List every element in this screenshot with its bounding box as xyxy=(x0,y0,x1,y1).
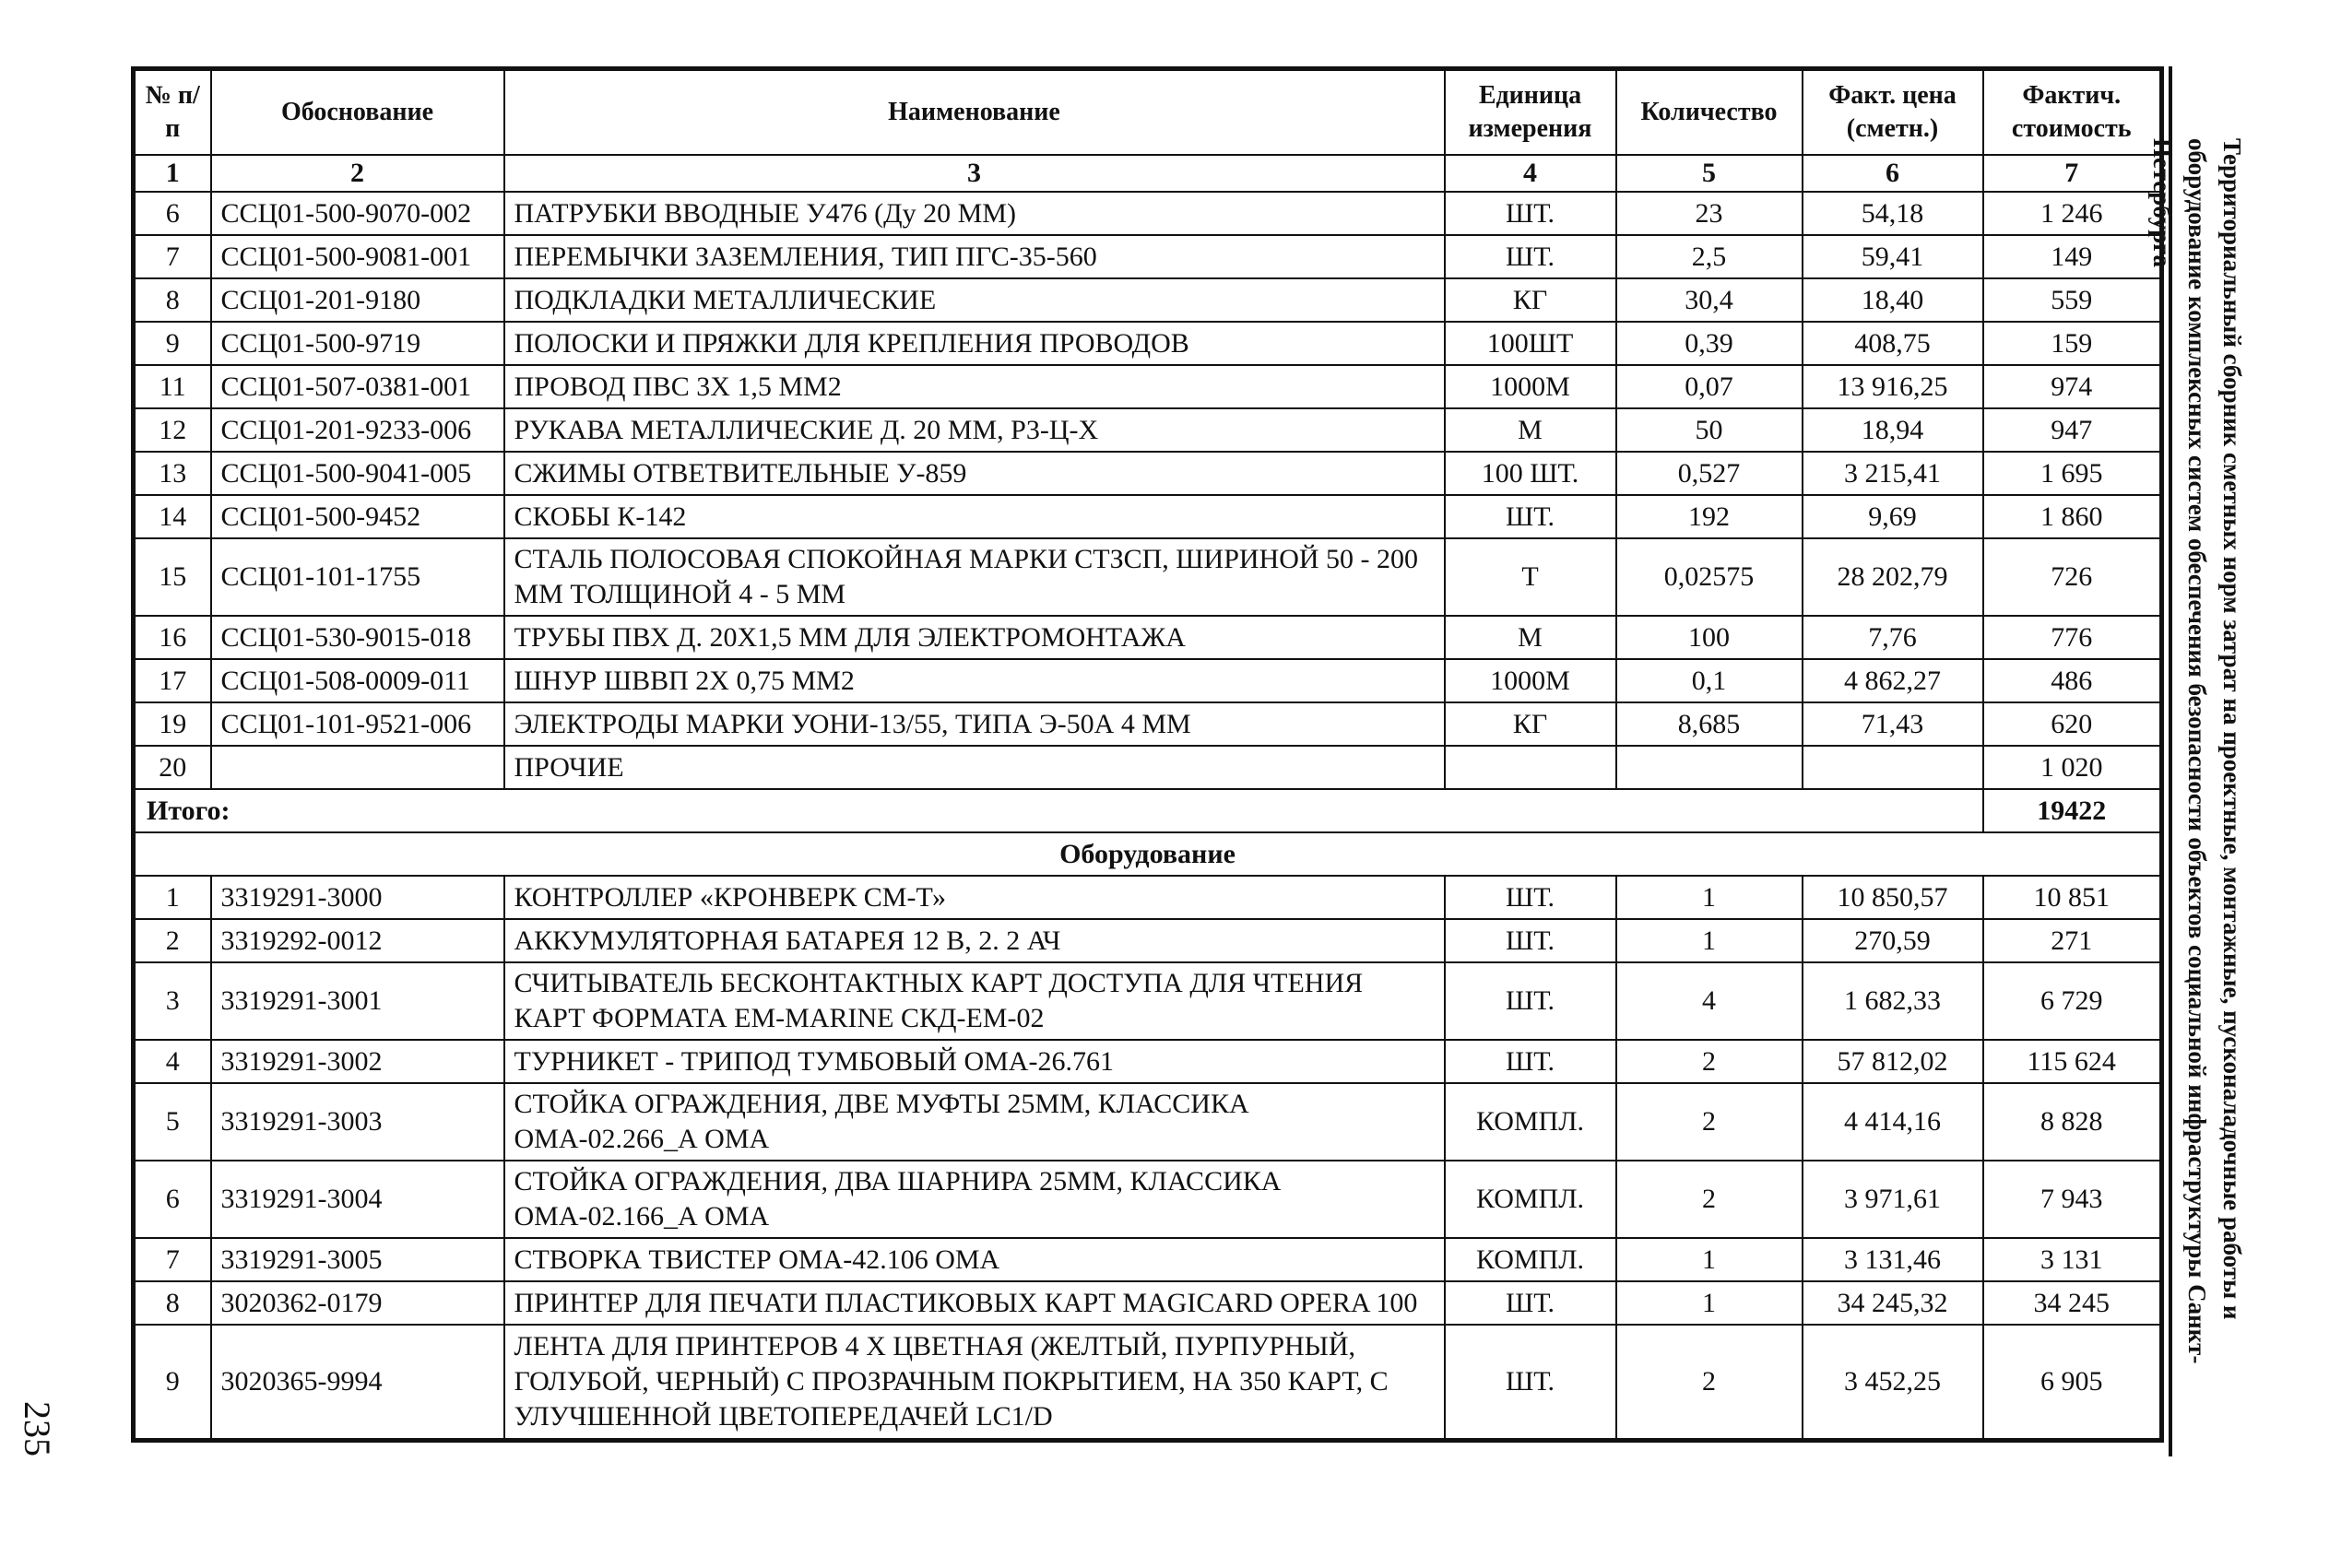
name-cell: ТУРНИКЕТ - ТРИПОД ТУМБОВЫЙ ОМА-26.761 xyxy=(504,1040,1445,1083)
name-cell: ТРУБЫ ПВХ Д. 20Х1,5 ММ ДЛЯ ЭЛЕКТРОМОНТАЖА xyxy=(504,616,1445,659)
header-name: Наименование xyxy=(504,69,1445,156)
basis-cell: ССЦ01-500-9070-002 xyxy=(211,192,504,235)
unit-cell xyxy=(1445,746,1616,789)
quantity-cell: 1 xyxy=(1616,1238,1803,1281)
table-row xyxy=(134,278,2162,322)
cost-cell: 620 xyxy=(1983,702,2162,746)
price-cell: 3 215,41 xyxy=(1803,452,1983,495)
quantity-cell: 1 xyxy=(1616,1281,1803,1325)
quantity-cell: 1 xyxy=(1616,919,1803,962)
cost-cell: 776 xyxy=(1983,616,2162,659)
cost-cell: 1 860 xyxy=(1983,495,2162,538)
column-number: 2 xyxy=(211,155,504,192)
basis-cell: 3319292-0012 xyxy=(211,919,504,962)
unit-cell: ШТ. xyxy=(1445,1325,1616,1441)
row-number-cell: 7 xyxy=(134,235,211,278)
unit-cell: КГ xyxy=(1445,702,1616,746)
name-cell: СЖИМЫ ОТВЕТВИТЕЛЬНЫЕ У-859 xyxy=(504,452,1445,495)
basis-cell: 3319291-3001 xyxy=(211,962,504,1040)
price-cell: 18,40 xyxy=(1803,278,1983,322)
price-cell: 34 245,32 xyxy=(1803,1281,1983,1325)
cost-cell: 159 xyxy=(1983,322,2162,365)
cost-cell: 486 xyxy=(1983,659,2162,702)
table-row xyxy=(134,616,2162,659)
table-row xyxy=(134,538,2162,616)
column-number-row xyxy=(134,155,2162,192)
row-number-cell: 3 xyxy=(134,962,211,1040)
quantity-cell: 0,07 xyxy=(1616,365,1803,408)
name-cell: ШНУР ШВВП 2X 0,75 ММ2 xyxy=(504,659,1445,702)
table-row xyxy=(134,192,2162,235)
row-number-cell: 6 xyxy=(134,192,211,235)
column-number: 1 xyxy=(134,155,211,192)
quantity-cell: 0,02575 xyxy=(1616,538,1803,616)
column-number: 5 xyxy=(1616,155,1803,192)
price-cell: 270,59 xyxy=(1803,919,1983,962)
price-cell: 54,18 xyxy=(1803,192,1983,235)
materials-section xyxy=(134,192,2162,789)
row-number-cell: 19 xyxy=(134,702,211,746)
cost-cell: 7 943 xyxy=(1983,1161,2162,1238)
price-cell: 3 131,46 xyxy=(1803,1238,1983,1281)
cost-cell: 10 851 xyxy=(1983,876,2162,919)
quantity-cell: 0,39 xyxy=(1616,322,1803,365)
quantity-cell: 2,5 xyxy=(1616,235,1803,278)
unit-cell: 1000М xyxy=(1445,365,1616,408)
cost-cell: 115 624 xyxy=(1983,1040,2162,1083)
unit-cell: М xyxy=(1445,408,1616,452)
price-cell xyxy=(1803,746,1983,789)
table-row xyxy=(134,1325,2162,1441)
name-cell: ЛЕНТА ДЛЯ ПРИНТЕРОВ 4 Х ЦВЕТНАЯ (ЖЕЛТЫЙ, ПУРПУРНЫЙ, ГОЛУБОЙ, ЧЕРНЫЙ) С ПРОЗРАЧНЫМ ПОКРЫТИЕМ, НА 350 КАРТ, С УЛУЧШЕННОЙ ЦВЕТОПЕРЕДАЧЕЙ LC1/D xyxy=(504,1325,1445,1441)
quantity-cell: 23 xyxy=(1616,192,1803,235)
name-cell: СТОЙКА ОГРАЖДЕНИЯ, ДВЕ МУФТЫ 25ММ, КЛАССИКА ОМА-02.266_А ОМА xyxy=(504,1083,1445,1161)
row-number-cell: 11 xyxy=(134,365,211,408)
cost-cell: 6 729 xyxy=(1983,962,2162,1040)
estimate-table-wrapper xyxy=(131,66,2159,1443)
unit-cell: КОМПЛ. xyxy=(1445,1161,1616,1238)
header-price: Факт. цена (сметн.) xyxy=(1803,69,1983,156)
estimate-table xyxy=(131,66,2164,1443)
basis-cell: ССЦ01-530-9015-018 xyxy=(211,616,504,659)
quantity-cell: 4 xyxy=(1616,962,1803,1040)
price-cell: 1 682,33 xyxy=(1803,962,1983,1040)
cost-cell: 1 246 xyxy=(1983,192,2162,235)
equipment-section xyxy=(134,876,2162,1441)
name-cell: ПРОЧИЕ xyxy=(504,746,1445,789)
basis-cell: 3319291-3004 xyxy=(211,1161,504,1238)
row-number-cell: 20 xyxy=(134,746,211,789)
quantity-cell: 2 xyxy=(1616,1161,1803,1238)
table-row xyxy=(134,919,2162,962)
quantity-cell: 8,685 xyxy=(1616,702,1803,746)
price-cell: 408,75 xyxy=(1803,322,1983,365)
basis-cell: ССЦ01-500-9452 xyxy=(211,495,504,538)
cost-cell: 34 245 xyxy=(1983,1281,2162,1325)
cost-cell: 1 695 xyxy=(1983,452,2162,495)
row-number-cell: 1 xyxy=(134,876,211,919)
quantity-cell: 1 xyxy=(1616,876,1803,919)
total-section xyxy=(134,789,2162,876)
table-row xyxy=(134,659,2162,702)
price-cell: 18,94 xyxy=(1803,408,1983,452)
price-cell: 10 850,57 xyxy=(1803,876,1983,919)
side-divider xyxy=(2169,66,2172,1456)
column-number: 4 xyxy=(1445,155,1616,192)
table-row xyxy=(134,876,2162,919)
unit-cell: Т xyxy=(1445,538,1616,616)
table-row xyxy=(134,365,2162,408)
price-cell: 7,76 xyxy=(1803,616,1983,659)
unit-cell: КГ xyxy=(1445,278,1616,322)
name-cell: СТОЙКА ОГРАЖДЕНИЯ, ДВА ШАРНИРА 25ММ, КЛАССИКА ОМА-02.166_А ОМА xyxy=(504,1161,1445,1238)
quantity-cell: 2 xyxy=(1616,1325,1803,1441)
name-cell: ПАТРУБКИ ВВОДНЫЕ У476 (Ду 20 ММ) xyxy=(504,192,1445,235)
price-cell: 28 202,79 xyxy=(1803,538,1983,616)
row-number-cell: 12 xyxy=(134,408,211,452)
equipment-title-row xyxy=(134,832,2162,876)
table-header xyxy=(134,69,2162,193)
quantity-cell: 0,527 xyxy=(1616,452,1803,495)
quantity-cell xyxy=(1616,746,1803,789)
basis-cell: 3319291-3005 xyxy=(211,1238,504,1281)
basis-cell: ССЦ01-508-0009-011 xyxy=(211,659,504,702)
header-num: № п/п xyxy=(134,69,211,156)
basis-cell: ССЦ01-201-9180 xyxy=(211,278,504,322)
name-cell: ЭЛЕКТРОДЫ МАРКИ УОНИ-13/55, ТИПА Э-50А 4 ММ xyxy=(504,702,1445,746)
name-cell: АККУМУЛЯТОРНАЯ БАТАРЕЯ 12 В, 2. 2 АЧ xyxy=(504,919,1445,962)
basis-cell: ССЦ01-507-0381-001 xyxy=(211,365,504,408)
unit-cell: ШТ. xyxy=(1445,962,1616,1040)
side-caption: Территориальный сборник сметных норм затрат на проектные, монтажные, пусконаладочные работы и оборудование комплексных систем обеспечения безопасности объектов социальной инфраструктуры Санкт-Петербурга xyxy=(2148,138,2246,1364)
basis-cell: 3020365-9994 xyxy=(211,1325,504,1441)
unit-cell: КОМПЛ. xyxy=(1445,1083,1616,1161)
row-number-cell: 6 xyxy=(134,1161,211,1238)
table-row xyxy=(134,962,2162,1040)
total-value: 19422 xyxy=(1983,789,2162,832)
total-row xyxy=(134,789,2162,832)
header-basis: Обоснование xyxy=(211,69,504,156)
quantity-cell: 2 xyxy=(1616,1040,1803,1083)
row-number-cell: 17 xyxy=(134,659,211,702)
row-number-cell: 9 xyxy=(134,322,211,365)
row-number-cell: 13 xyxy=(134,452,211,495)
unit-cell: ШТ. xyxy=(1445,876,1616,919)
unit-cell: М xyxy=(1445,616,1616,659)
unit-cell: 1000М xyxy=(1445,659,1616,702)
total-label: Итого: xyxy=(134,789,1983,832)
basis-cell: 3319291-3002 xyxy=(211,1040,504,1083)
cost-cell: 6 905 xyxy=(1983,1325,2162,1441)
price-cell: 59,41 xyxy=(1803,235,1983,278)
row-number-cell: 16 xyxy=(134,616,211,659)
cost-cell: 1 020 xyxy=(1983,746,2162,789)
basis-cell: ССЦ01-101-9521-006 xyxy=(211,702,504,746)
row-number-cell: 15 xyxy=(134,538,211,616)
table-row xyxy=(134,322,2162,365)
quantity-cell: 100 xyxy=(1616,616,1803,659)
cost-cell: 726 xyxy=(1983,538,2162,616)
name-cell: СЧИТЫВАТЕЛЬ БЕСКОНТАКТНЫХ КАРТ ДОСТУПА ДЛЯ ЧТЕНИЯ КАРТ ФОРМАТА EM-MARINE СКД-ЕМ-02 xyxy=(504,962,1445,1040)
basis-cell: 3319291-3000 xyxy=(211,876,504,919)
quantity-cell: 192 xyxy=(1616,495,1803,538)
unit-cell: КОМПЛ. xyxy=(1445,1238,1616,1281)
quantity-cell: 30,4 xyxy=(1616,278,1803,322)
name-cell: ПРИНТЕР ДЛЯ ПЕЧАТИ ПЛАСТИКОВЫХ КАРТ MAGICARD OPERA 100 xyxy=(504,1281,1445,1325)
cost-cell: 271 xyxy=(1983,919,2162,962)
name-cell: СКОБЫ К-142 xyxy=(504,495,1445,538)
name-cell: СТАЛЬ ПОЛОСОВАЯ СПОКОЙНАЯ МАРКИ СТЗСП, ШИРИНОЙ 50 - 200 ММ ТОЛЩИНОЙ 4 - 5 ММ xyxy=(504,538,1445,616)
price-cell: 3 452,25 xyxy=(1803,1325,1983,1441)
row-number-cell: 7 xyxy=(134,1238,211,1281)
basis-cell: 3020362-0179 xyxy=(211,1281,504,1325)
cost-cell: 559 xyxy=(1983,278,2162,322)
table-row xyxy=(134,1281,2162,1325)
row-number-cell: 8 xyxy=(134,1281,211,1325)
row-number-cell: 14 xyxy=(134,495,211,538)
cost-cell: 149 xyxy=(1983,235,2162,278)
column-number: 6 xyxy=(1803,155,1983,192)
row-number-cell: 8 xyxy=(134,278,211,322)
unit-cell: ШТ. xyxy=(1445,495,1616,538)
quantity-cell: 50 xyxy=(1616,408,1803,452)
table-row xyxy=(134,1238,2162,1281)
table-row xyxy=(134,1040,2162,1083)
unit-cell: ШТ. xyxy=(1445,1281,1616,1325)
column-number: 3 xyxy=(504,155,1445,192)
name-cell: ПЕРЕМЫЧКИ ЗАЗЕМЛЕНИЯ, ТИП ПГС-35-560 xyxy=(504,235,1445,278)
table-row xyxy=(134,702,2162,746)
unit-cell: ШТ. xyxy=(1445,919,1616,962)
price-cell: 9,69 xyxy=(1803,495,1983,538)
basis-cell: ССЦ01-201-9233-006 xyxy=(211,408,504,452)
unit-cell: ШТ. xyxy=(1445,192,1616,235)
equipment-section-title: Оборудование xyxy=(134,832,2162,876)
name-cell: СТВОРКА ТВИСТЕР ОМА-42.106 ОМА xyxy=(504,1238,1445,1281)
table-row xyxy=(134,452,2162,495)
column-number: 7 xyxy=(1983,155,2162,192)
basis-cell: 3319291-3003 xyxy=(211,1083,504,1161)
price-cell: 4 414,16 xyxy=(1803,1083,1983,1161)
cost-cell: 3 131 xyxy=(1983,1238,2162,1281)
unit-cell: 100ШТ xyxy=(1445,322,1616,365)
name-cell: ПОДКЛАДКИ МЕТАЛЛИЧЕСКИЕ xyxy=(504,278,1445,322)
table-row xyxy=(134,235,2162,278)
unit-cell: ШТ. xyxy=(1445,235,1616,278)
table-row xyxy=(134,1161,2162,1238)
price-cell: 57 812,02 xyxy=(1803,1040,1983,1083)
price-cell: 4 862,27 xyxy=(1803,659,1983,702)
table-row xyxy=(134,495,2162,538)
row-number-cell: 5 xyxy=(134,1083,211,1161)
row-number-cell: 2 xyxy=(134,919,211,962)
price-cell: 13 916,25 xyxy=(1803,365,1983,408)
name-cell: РУКАВА МЕТАЛЛИЧЕСКИЕ Д. 20 ММ, Р3-Ц-Х xyxy=(504,408,1445,452)
basis-cell xyxy=(211,746,504,789)
cost-cell: 974 xyxy=(1983,365,2162,408)
name-cell: КОНТРОЛЛЕР «КРОНВЕРК СМ-Т» xyxy=(504,876,1445,919)
name-cell: ПРОВОД ПВС 3X 1,5 ММ2 xyxy=(504,365,1445,408)
price-cell: 71,43 xyxy=(1803,702,1983,746)
header-unit: Единица измерения xyxy=(1445,69,1616,156)
basis-cell: ССЦ01-500-9081-001 xyxy=(211,235,504,278)
unit-cell: ШТ. xyxy=(1445,1040,1616,1083)
row-number-cell: 9 xyxy=(134,1325,211,1441)
cost-cell: 8 828 xyxy=(1983,1083,2162,1161)
quantity-cell: 2 xyxy=(1616,1083,1803,1161)
price-cell: 3 971,61 xyxy=(1803,1161,1983,1238)
table-row xyxy=(134,408,2162,452)
basis-cell: ССЦ01-500-9041-005 xyxy=(211,452,504,495)
page-number: 235 xyxy=(17,1401,58,1456)
header-cost: Фактич. стоимость xyxy=(1983,69,2162,156)
cost-cell: 947 xyxy=(1983,408,2162,452)
name-cell: ПОЛОСКИ И ПРЯЖКИ ДЛЯ КРЕПЛЕНИЯ ПРОВОДОВ xyxy=(504,322,1445,365)
basis-cell: ССЦ01-500-9719 xyxy=(211,322,504,365)
basis-cell: ССЦ01-101-1755 xyxy=(211,538,504,616)
table-row xyxy=(134,746,2162,789)
quantity-cell: 0,1 xyxy=(1616,659,1803,702)
row-number-cell: 4 xyxy=(134,1040,211,1083)
header-qty: Количество xyxy=(1616,69,1803,156)
unit-cell: 100 ШТ. xyxy=(1445,452,1616,495)
table-row xyxy=(134,1083,2162,1161)
